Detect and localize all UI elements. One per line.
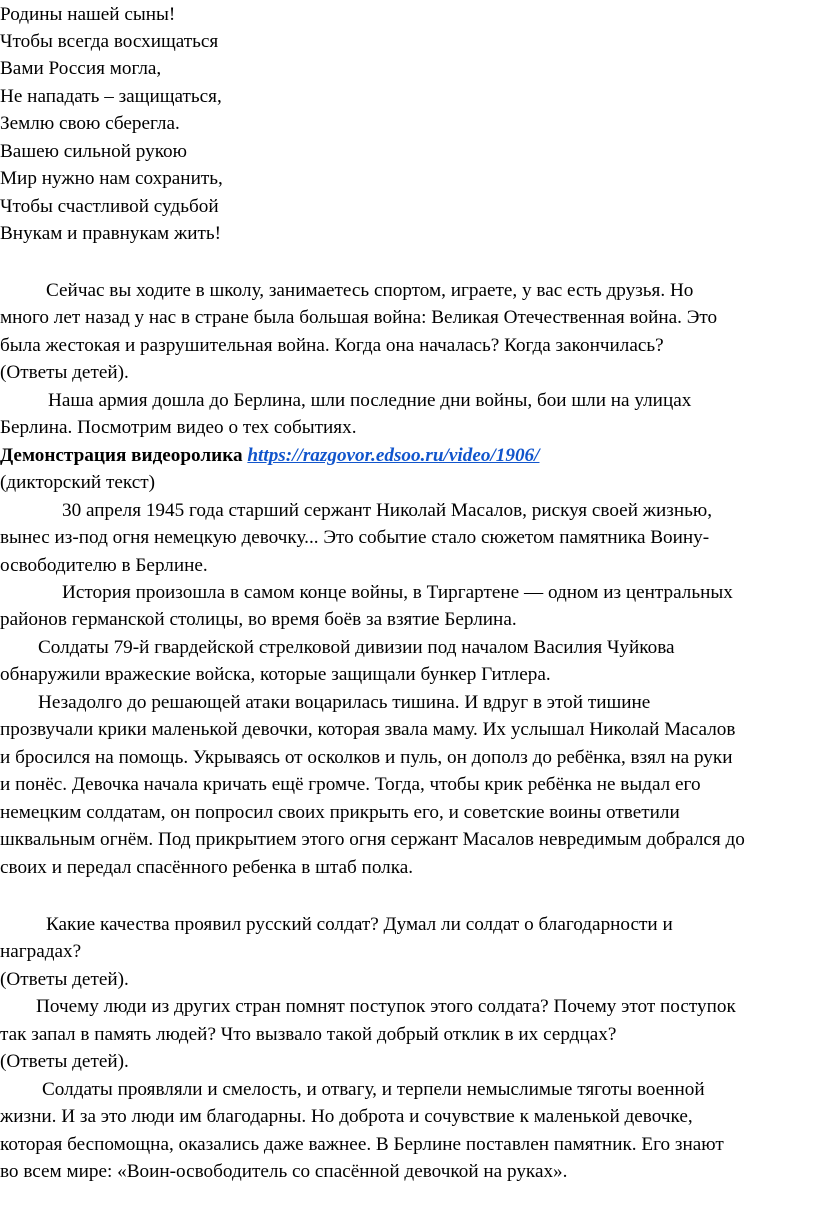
poem-line: Вашею сильной рукою: [0, 141, 187, 162]
paragraph-line: так запал в память людей? Что вызвало такой добрый отклик в их сердцах?: [0, 1024, 617, 1045]
demo-label: Демонстрация видеоролика: [0, 445, 243, 466]
poem-line: Не нападать – защищаться,: [0, 86, 222, 107]
paragraph-line: (Ответы детей).: [0, 362, 129, 383]
paragraph-line: Сейчас вы ходите в школу, занимаетесь спортом, играете, у вас есть друзья. Но: [46, 280, 694, 301]
demo-line: [0, 443, 539, 469]
poem-line: Мир нужно нам сохранить,: [0, 168, 223, 189]
paragraph-line: Солдаты 79-й гвардейской стрелковой дивизии под началом Василия Чуйкова: [38, 637, 675, 658]
paragraph-line: была жестокая и разрушительная война. Когда она началась? Когда закончилась?: [0, 335, 664, 356]
poem-line: Землю свою сберегла.: [0, 113, 180, 134]
paragraph-line: своих и передал спасённого ребенка в штаб полка.: [0, 857, 414, 878]
poem-line: Чтобы всегда восхищаться: [0, 31, 219, 52]
paragraph-line: (Ответы детей).: [0, 969, 129, 990]
paragraph-line: много лет назад у нас в стране была большая война: Великая Отечественная война. Это: [0, 307, 718, 328]
paragraph-line: прозвучали крики маленькой девочки, которая звала маму. Их услышал Николай Масалов: [0, 719, 736, 740]
paragraph-line: жизни. И за это люди им благодарны. Но доброта и сочувствие к маленькой девочке,: [0, 1106, 693, 1127]
paragraph-line: немецким солдатам, он попросил своих прикрыть его, и советские воины ответили: [0, 802, 680, 823]
paragraph-line: Почему люди из других стран помнят поступок этого солдата? Почему этот поступок: [36, 996, 736, 1017]
paragraph-line: Незадолго до решающей атаки воцарилась тишина. И вдруг в этой тишине: [38, 692, 651, 713]
paragraph-line: и понёс. Девочка начала кричать ещё громче. Тогда, чтобы крик ребёнка не выдал его: [0, 774, 701, 795]
paragraph-line: История произошла в самом конце войны, в Тиргартене — одном из центральных: [62, 582, 733, 603]
poem-line: Родины нашей сыны!: [0, 4, 176, 25]
poem-line: Чтобы счастливой судьбой: [0, 196, 219, 217]
paragraph-line: шквальным огнём. Под прикрытием этого огня сержант Масалов невредимым добрался до: [0, 829, 745, 850]
poem-line: Вами Россия могла,: [0, 58, 162, 79]
paragraph-line: 30 апреля 1945 года старший сержант Николай Масалов, рискуя своей жизнью,: [62, 500, 713, 521]
paragraph-line: обнаружили вражеские войска, которые защищали бункер Гитлера.: [0, 664, 551, 685]
paragraph-line: освободителю в Берлине.: [0, 555, 208, 576]
paragraph-line: и бросился на помощь. Укрываясь от осколков и пуль, он дополз до ребёнка, взял на руки: [0, 747, 733, 768]
paragraph-line: Какие качества проявил русский солдат? Думал ли солдат о благодарности и: [46, 914, 673, 935]
paragraph-line: во всем мире: «Воин-освободитель со спасённой девочкой на руках».: [0, 1161, 568, 1182]
paragraph-line: Берлина. Посмотрим видео о тех событиях.: [0, 417, 357, 438]
video-link[interactable]: https://razgovor.edsoo.ru/video/1906/: [247, 445, 540, 466]
demo-note: (дикторский текст): [0, 472, 156, 493]
poem-line: Внукам и правнукам жить!: [0, 223, 222, 244]
paragraph-line: вынес из-под огня немецкую девочку... Это событие стало сюжетом памятника Воину-: [0, 527, 710, 548]
paragraph-line: Наша армия дошла до Берлина, шли последние дни войны, бои шли на улицах: [48, 390, 692, 411]
paragraph-line: наградах?: [0, 941, 82, 962]
paragraph-line: районов германской столицы, во время боёв за взятие Берлина.: [0, 609, 517, 630]
paragraph-line: Солдаты проявляли и смелость, и отвагу, и терпели немыслимые тяготы военной: [42, 1079, 705, 1100]
paragraph-line: (Ответы детей).: [0, 1051, 129, 1072]
paragraph-line: которая беспомощна, оказались даже важнее. В Берлине поставлен памятник. Его знают: [0, 1134, 724, 1155]
